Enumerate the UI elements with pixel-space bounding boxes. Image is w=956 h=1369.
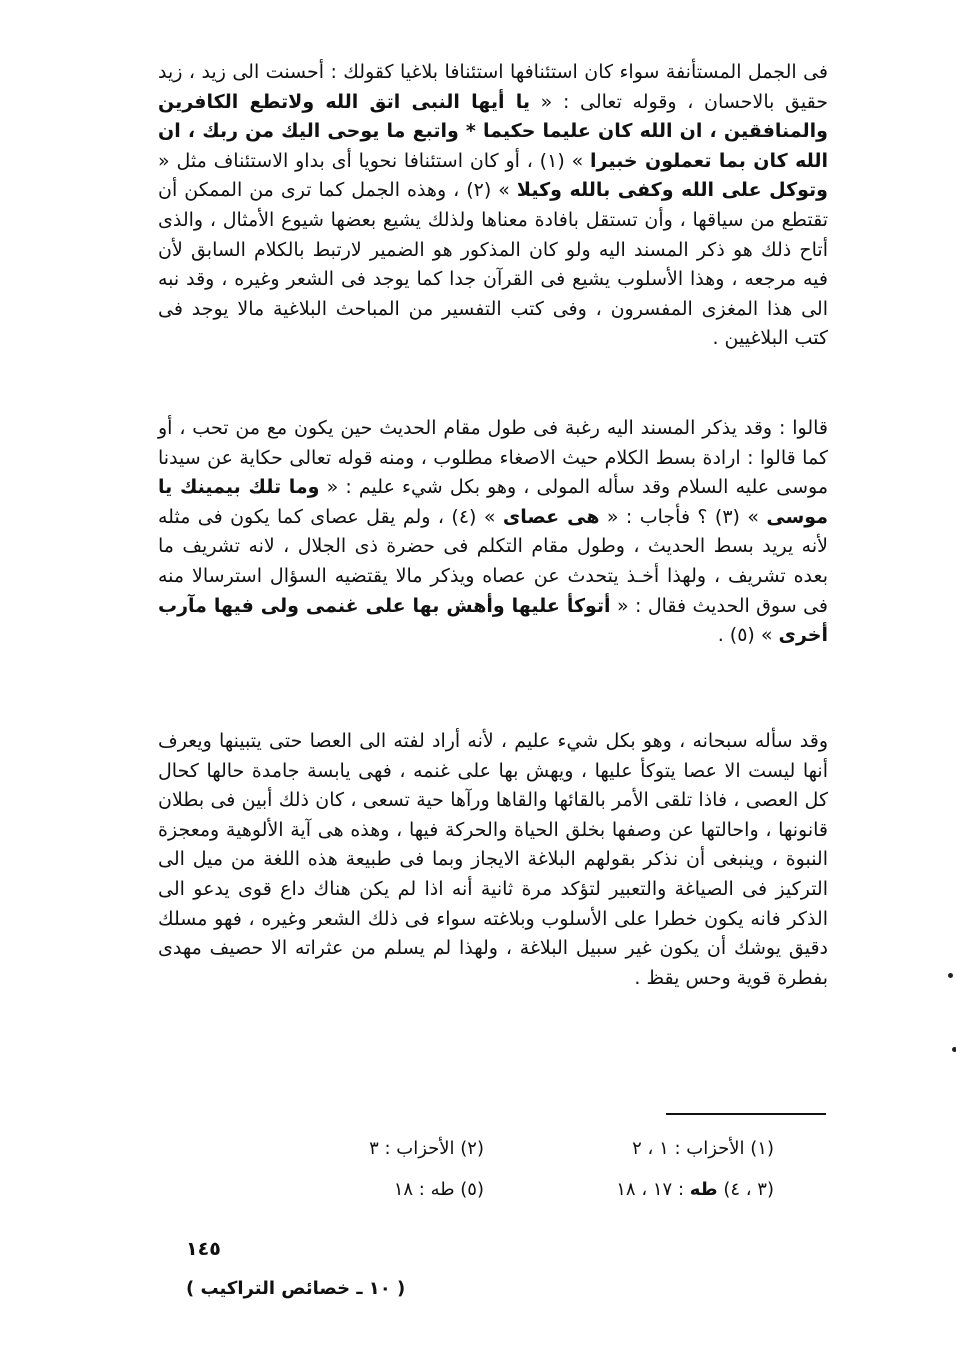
scan-mark-dot xyxy=(952,1047,956,1052)
body-text: » (٤) ، ولم يقل عصاى كما يكون فى مثله لأنه يريد بسط الحديث ، وطول مقام التكلم فى حضرة ذى الجلال ، لانه تشريف ما بعده تشريف ، ولهذا أخـذ يتحدث عن عصاه ويذكر مالا يقتضيه السؤال استرسالا منه فى سوق الحديث فقال : « xyxy=(158,505,828,617)
body-text: » (١) ، أو كان استئنافا نحويا أى بداو الاستئناف مثل « xyxy=(158,149,591,172)
quran-quote: يا أيها النبى اتق الله ولاتطع الكافرين والمنافقين ، ان الله كان عليما حكيما * واتبع ما يوحى اليك من ربك ، ان الله كان بما تعملون خبيرا xyxy=(158,90,829,172)
footnote-separator xyxy=(666,1113,826,1115)
page-number: ١٤٥ xyxy=(186,1238,221,1260)
quran-quote: أتوكأ عليها وأهش بها على غنمى ولى فيها مآرب أخرى xyxy=(158,594,828,647)
printer-signature: ( ١٠ ـ خصائص التراكيب ) xyxy=(186,1278,406,1299)
paragraph-2 xyxy=(158,414,828,651)
body-text: قالوا : وقد يذكر المسند اليه رغبة فى طول مقام الحديث حين يكون مع من تحب ، أو كما قالوا : ارادة بسط الكلام حيث الاصغاء مطلوب ، ومنه قوله تعالى حكاية عن سيدنا موسى عليه السلام وقد سأله المولى ، وهو بكل شيء عليم : « xyxy=(158,417,829,499)
body-text: » (٣) ؟ فأجاب : « xyxy=(599,505,767,528)
paragraph-1 xyxy=(158,58,828,354)
footnote-3-4-source: طه xyxy=(689,1179,718,1200)
footnote-3-4-verses: : ١٧ ، ١٨ xyxy=(616,1179,690,1200)
paragraph-3 xyxy=(158,727,828,993)
scan-mark-dot xyxy=(948,973,953,978)
quran-quote: وتوكل على الله وكفى بالله وكيلا xyxy=(516,179,828,202)
quran-quote: هى عصاى xyxy=(502,505,600,528)
footnote-2: (٢) الأحزاب : ٣ xyxy=(369,1138,484,1159)
footnote-3-4-number: (٣ ، ٤) xyxy=(717,1179,774,1200)
footnote-1: (١) الأحزاب : ١ ، ٢ xyxy=(632,1138,774,1159)
body-text: » (٢) ، وهذه الجمل كما ترى من الممكن أن تقتطع من سياقها ، وأن تستقل بافادة معناها ولذلك يشيع بعضها شيوع الأمثال ، والذى أتاح ذلك هو ذكر المسند اليه ولو كان المذكور هو الضمير لارتبط بالكلام السابق لأن فيه مرجعه ، وهذا الأسلوب يشيع فى القرآن جدا كما يوجد فى الشعر وغيره ، وقد نبه الى هذا المغزى المفسرون ، وفى كتب التفسير من المباحث البلاغية مالا يوجد فى كتب البلاغيين . xyxy=(158,179,828,350)
quran-quote: وما تلك بيمينك يا موسى xyxy=(158,476,828,528)
body-text: » (٥) . xyxy=(717,624,779,647)
footnote-5: (٥) طه : ١٨ xyxy=(393,1179,484,1200)
body-text: فى الجمل المستأنفة سواء كان استئنافها استئنافا بلاغيا كقولك : أحسنت الى زيد ، زيد حقيق بالاحسان ، وقوله تعالى : « xyxy=(158,61,828,113)
footnote-3-4 xyxy=(616,1179,774,1200)
body-text: وقد سأله سبحانه ، وهو بكل شيء عليم ، لأنه أراد لفته الى العصا حتى يتبينها ويعرف أنها ليست الا عصا يتوكأ عليها ، ويهش بها على غنمه ، فهى يابسة جامدة حالها كحال كل العصى ، فاذا تلقى الأمر بالقائها والقاها ورآها حية تسعى ، كان ذلك أبين فى بطلان قانونها ، واحالتها عن وصفها بخلق الحياة والحركة فيها ، وهذه هى آية الألوهية ومعجزة النبوة ، وينبغى أن نذكر بقولهم البلاغة الايجاز وبما فى طبيعة هذه اللغة من ميل الى التركيز فى الصياغة والتعبير لتؤكد مرة ثانية أنه اذا لم يكن هناك داع قوى يدعو الى الذكر فانه يكون خطرا على الأسلوب وبلاغته سواء فى ذلك الشعر وغيره ، فهو مسلك دقيق يوشك أن يكون غير سبيل البلاغة ، ولهذا لم يسلم من عثراته الا حصيف مهدى بفطرة قوية وحس يقظ . xyxy=(158,730,828,989)
